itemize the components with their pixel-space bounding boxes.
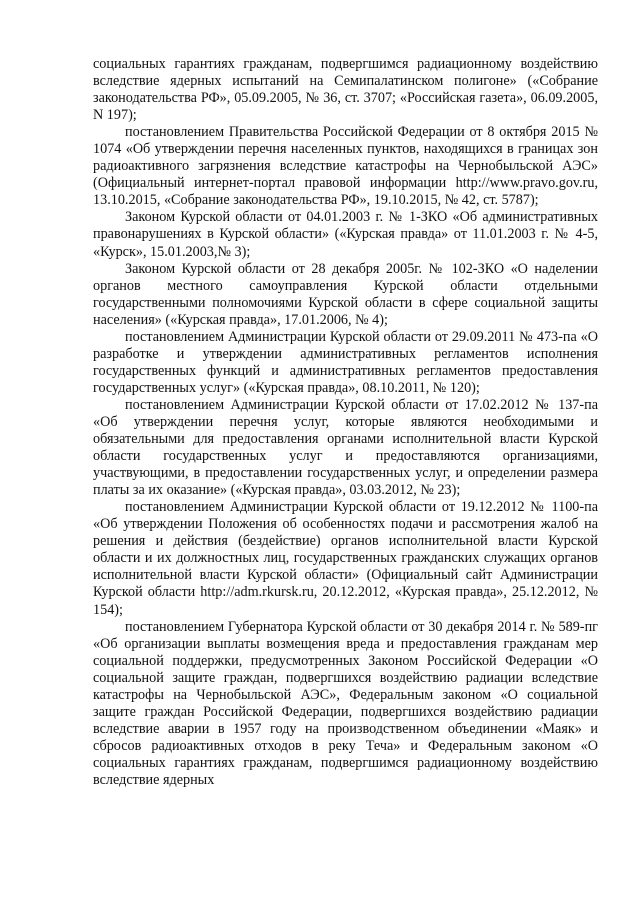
paragraph-governor-decree-589-pg: постановлением Губернатора Курской области от 30 декабря 2014 г. № 589-пг «Об организации выплаты возмещения вреда и предоставления гражданам мер социальной поддержки, предусмотренных Законом Российской Федерации «О социальной защите граждан, подвергшихся воздействию радиации вследствие катастрофы на Чернобыльской АЭС», Федеральным законом «О социальной защите граждан Российской Федерации, подвергшихся воздействию радиации вследствие аварии в 1957 году на производственном объединении «Маяк» и сбросов радиоактивных отходов в реку Теча» и Федеральным законом «О социальных гарантиях гражданам, подвергшимся радиационному воздействию вследствие ядерных — [93, 618, 598, 788]
paragraph-continuation: социальных гарантиях гражданам, подвергшимся радиационному воздействию вследствие ядерных испытаний на Семипалатинском полигоне» («Собрание законодательства РФ», 05.09.2005, № 36, ст. 3707; «Российская газета», 06.09.2005, N 197); — [93, 56, 598, 124]
paragraph-kursk-law-102-zko: Законом Курской области от 28 декабря 2005г. № 102-ЗКО «О наделении органов местного самоуправления Курской области отдельными государственными полномочиями Курской области в сфере социальной защиты населения» («Курская правда», 17.01.2006, № 4); — [93, 260, 598, 328]
paragraph-admin-decree-473-pa: постановлением Администрации Курской области от 29.09.2011 № 473-па «О разработке и утверждении административных регламентов исполнения государственных функций и административных регламентов предоставления государственных услуг» («Курская правда», 08.10.2011, № 120); — [93, 328, 598, 396]
paragraph-admin-decree-137-pa: постановлением Администрации Курской области от 17.02.2012 № 137-па «Об утверждении перечня услуг, которые являются необходимыми и обязательными для предоставления органами исполнительной власти Курской области государственных услуг и предоставляются организациями, участвующими, в предоставлении государственных услуг, и определении размера платы за их оказание» («Курская правда», 03.03.2012, № 23); — [93, 396, 598, 499]
paragraph-government-decree-1074: постановлением Правительства Российской Федерации от 8 октября 2015 № 1074 «Об утверждении перечня населенных пунктов, находящихся в границах зон радиоактивного загрязнения вследствие катастрофы на Чернобыльской АЭС» (Официальный интернет-портал правовой информации http://www.pravo.gov.ru, 13.10.2015, «Собрание законодательства РФ», 19.10.2015, № 42, ст. 5787); — [93, 124, 598, 209]
paragraph-admin-decree-1100-pa: постановлением Администрации Курской области от 19.12.2012 № 1100-па «Об утверждении Положения об особенностях подачи и рассмотрения жалоб на решения и действия (бездействие) органов исполнительной власти Курской области и их должностных лиц, государственных гражданских служащих органов исполнительной власти Курской области» (Официальный сайт Администрации Курской области http://adm.rkursk.ru, 20.12.2012, «Курская правда», 25.12.2012, № 154); — [93, 499, 598, 618]
document-page — [93, 56, 598, 789]
paragraph-kursk-law-1-zko: Законом Курской области от 04.01.2003 г. № 1-ЗКО «Об административных правонарушениях в Курской области» («Курская правда» от 11.01.2003 г. № 4-5, «Курск», 15.01.2003,№ 3); — [93, 209, 598, 260]
